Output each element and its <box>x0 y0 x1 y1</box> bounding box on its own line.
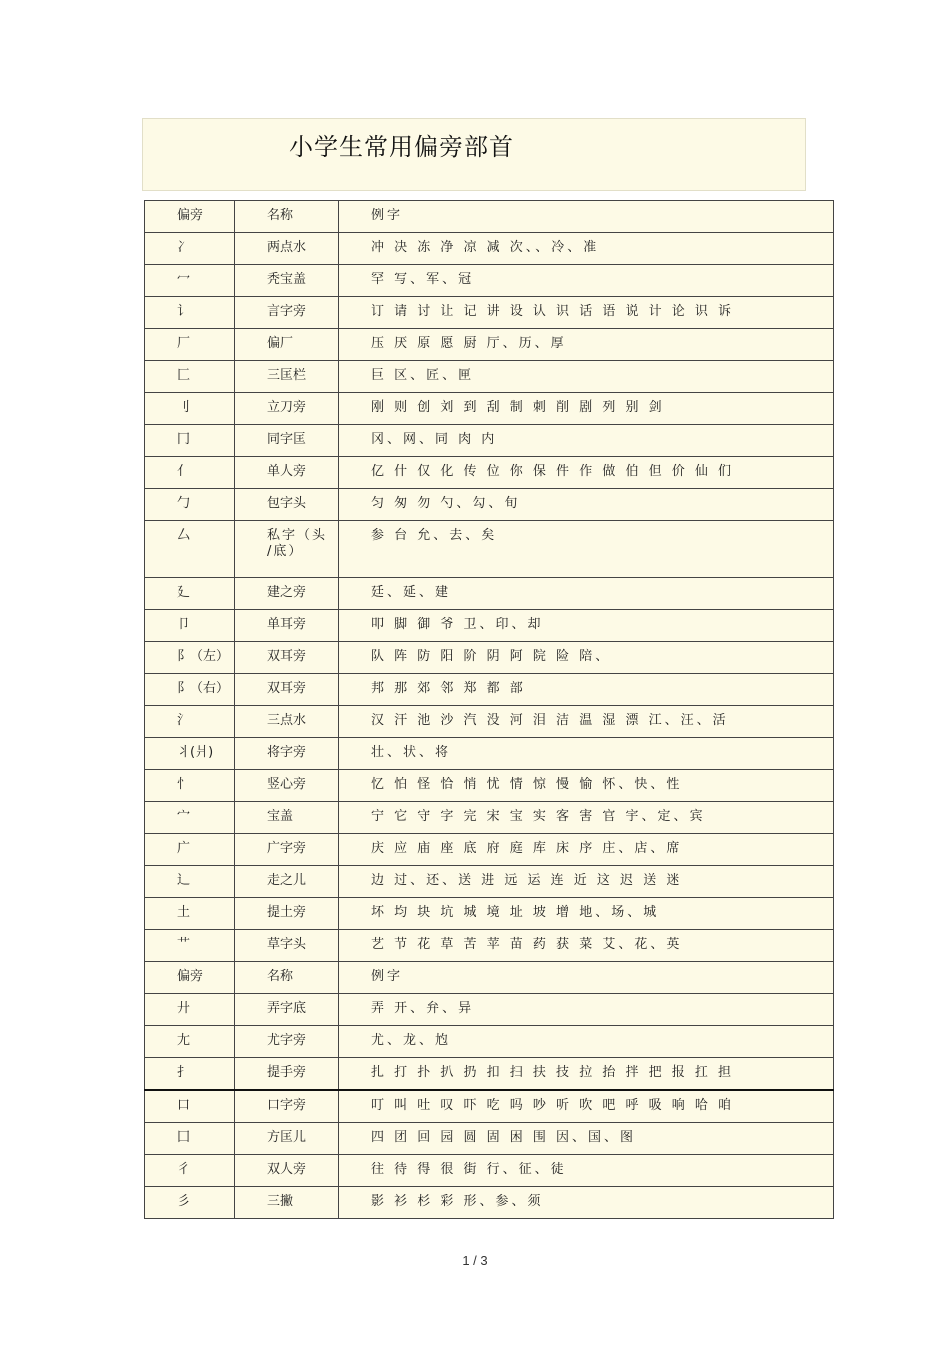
radical-cell: 囗 <box>145 1123 235 1155</box>
name-cell: 单耳旁 <box>235 610 339 642</box>
name-cell: 两点水 <box>235 233 339 265</box>
table-row <box>145 1187 834 1219</box>
radical-cell: 刂 <box>145 393 235 425</box>
radical-cell: 土 <box>145 898 235 930</box>
name-cell: 弄字底 <box>235 994 339 1026</box>
title-banner <box>142 118 806 191</box>
name-cell: 三撇 <box>235 1187 339 1219</box>
table-row <box>145 1155 834 1187</box>
table-row <box>145 425 834 457</box>
radical-cell: 口 <box>145 1090 235 1123</box>
name-cell: 方匡儿 <box>235 1123 339 1155</box>
name-cell: 名称 <box>235 201 339 233</box>
table-row <box>145 610 834 642</box>
radical-cell: 偏旁 <box>145 962 235 994</box>
radical-cell: 廾 <box>145 994 235 1026</box>
name-cell: 偏厂 <box>235 329 339 361</box>
name-cell: 双耳旁 <box>235 674 339 706</box>
name-cell: 提土旁 <box>235 898 339 930</box>
examples-cell: 壮、状、将 <box>339 738 834 770</box>
table-row <box>145 1026 834 1058</box>
radical-cell: 勹 <box>145 489 235 521</box>
examples-cell: 匀 匆 勿 勺、勾、旬 <box>339 489 834 521</box>
examples-cell: 四 团 回 园 圆 固 困 围 因、国、图 <box>339 1123 834 1155</box>
name-cell: 言字旁 <box>235 297 339 329</box>
examples-cell: 邦 那 郊 邻 郑 都 部 <box>339 674 834 706</box>
radicals-table <box>144 200 834 1219</box>
examples-cell: 廷、延、建 <box>339 578 834 610</box>
examples-cell: 巨 区、匠、匣 <box>339 361 834 393</box>
table-row <box>145 866 834 898</box>
table-row <box>145 1090 834 1123</box>
table-row <box>145 930 834 962</box>
name-cell: 立刀旁 <box>235 393 339 425</box>
examples-cell: 例字 <box>339 201 834 233</box>
radical-cell: 尢 <box>145 1026 235 1058</box>
name-cell: 尤字旁 <box>235 1026 339 1058</box>
table-row <box>145 962 834 994</box>
table-row <box>145 489 834 521</box>
examples-cell: 压 厌 原 愿 厨 厅、历、厚 <box>339 329 834 361</box>
name-cell: 单人旁 <box>235 457 339 489</box>
table-row <box>145 361 834 393</box>
examples-cell: 艺 节 花 草 苦 苹 苗 药 获 菜 艾、花、英 <box>339 930 834 962</box>
table-row <box>145 642 834 674</box>
radical-cell: 阝（右） <box>145 674 235 706</box>
examples-cell: 订 请 讨 让 记 讲 设 认 识 话 语 说 计 论 识 诉 <box>339 297 834 329</box>
table-row <box>145 265 834 297</box>
radical-cell: 冂 <box>145 425 235 457</box>
examples-cell: 亿 什 仅 化 传 位 你 保 件 作 做 伯 但 价 仙 们 <box>339 457 834 489</box>
radical-cell: 偏旁 <box>145 201 235 233</box>
table-row <box>145 521 834 578</box>
examples-cell: 参 台 允、去、矣 <box>339 521 834 578</box>
radical-cell: 冫 <box>145 233 235 265</box>
examples-cell: 影 衫 杉 彩 形、参、须 <box>339 1187 834 1219</box>
page-title: 小学生常用偏旁部首 <box>289 133 514 161</box>
examples-cell: 例字 <box>339 962 834 994</box>
table-row <box>145 706 834 738</box>
radical-cell: 宀 <box>145 802 235 834</box>
radical-cell: 卩 <box>145 610 235 642</box>
name-cell: 宝盖 <box>235 802 339 834</box>
table-row <box>145 201 834 233</box>
examples-cell: 往 待 得 很 街 行、征、徒 <box>339 1155 834 1187</box>
radical-cell: 广 <box>145 834 235 866</box>
table-row <box>145 994 834 1026</box>
table-row <box>145 1058 834 1091</box>
name-cell: 广字旁 <box>235 834 339 866</box>
examples-cell: 汉 汗 池 沙 汽 没 河 泪 洁 温 湿 漂 江、汪、活 <box>339 706 834 738</box>
radical-cell: 扌 <box>145 1058 235 1091</box>
examples-cell: 扎 打 扑 扒 扔 扣 扫 扶 技 拉 抬 拌 把 报 扛 担 <box>339 1058 834 1091</box>
radical-cell: 厶 <box>145 521 235 578</box>
table-row <box>145 738 834 770</box>
name-cell: 竖心旁 <box>235 770 339 802</box>
page-number: 1 / 3 <box>462 1253 488 1268</box>
radical-cell: 匚 <box>145 361 235 393</box>
name-cell: 同字匡 <box>235 425 339 457</box>
name-cell: 三匡栏 <box>235 361 339 393</box>
table-row <box>145 770 834 802</box>
table-row <box>145 674 834 706</box>
table-row <box>145 578 834 610</box>
examples-cell: 弄 开、弁、异 <box>339 994 834 1026</box>
name-cell: 双人旁 <box>235 1155 339 1187</box>
radical-cell: 辶 <box>145 866 235 898</box>
examples-cell: 罕 写、军、冠 <box>339 265 834 297</box>
examples-cell: 宁 它 守 字 完 宋 宝 实 客 害 官 宇、定、宾 <box>339 802 834 834</box>
radical-cell: 氵 <box>145 706 235 738</box>
name-cell: 私字（头 /底） <box>235 521 339 578</box>
radical-cell: 亻 <box>145 457 235 489</box>
examples-cell: 冲 决 冻 净 凉 减 次、、冷、准 <box>339 233 834 265</box>
name-cell: 包字头 <box>235 489 339 521</box>
radical-cell: 讠 <box>145 297 235 329</box>
name-cell: 建之旁 <box>235 578 339 610</box>
table-row <box>145 233 834 265</box>
radical-cell: 阝（左） <box>145 642 235 674</box>
table-row <box>145 329 834 361</box>
radical-cell: 丬(爿) <box>145 738 235 770</box>
radical-cell: 忄 <box>145 770 235 802</box>
table-row <box>145 898 834 930</box>
examples-cell: 叮 叫 吐 叹 吓 吃 吗 吵 听 吹 吧 呼 吸 响 哈 咱 <box>339 1090 834 1123</box>
name-cell: 草字头 <box>235 930 339 962</box>
examples-cell: 队 阵 防 阳 阶 阴 阿 院 险 陪、 <box>339 642 834 674</box>
table-row <box>145 393 834 425</box>
examples-cell: 坏 均 块 坑 城 境 址 坡 增 地、场、城 <box>339 898 834 930</box>
examples-cell: 刚 则 创 刘 到 刮 制 刺 削 剧 列 别 剑 <box>339 393 834 425</box>
radical-cell: 廴 <box>145 578 235 610</box>
name-cell: 将字旁 <box>235 738 339 770</box>
table-row <box>145 1123 834 1155</box>
radical-cell: 彡 <box>145 1187 235 1219</box>
table-row <box>145 834 834 866</box>
examples-cell: 边 过、还、送 进 远 运 连 近 这 迟 送 迷 <box>339 866 834 898</box>
examples-cell: 忆 怕 怪 恰 悄 忧 情 惊 慢 愉 怀、快、性 <box>339 770 834 802</box>
name-cell: 双耳旁 <box>235 642 339 674</box>
name-cell: 提手旁 <box>235 1058 339 1091</box>
table-row <box>145 457 834 489</box>
name-cell: 三点水 <box>235 706 339 738</box>
radicals-table-body <box>145 201 834 1219</box>
examples-cell: 叩 脚 御 爷 卫、印、却 <box>339 610 834 642</box>
radical-cell: 厂 <box>145 329 235 361</box>
name-cell: 口字旁 <box>235 1090 339 1123</box>
radical-cell: 彳 <box>145 1155 235 1187</box>
table-row <box>145 297 834 329</box>
examples-cell: 庆 应 庙 座 底 府 庭 库 床 序 庄、店、席 <box>339 834 834 866</box>
name-cell: 秃宝盖 <box>235 265 339 297</box>
radical-cell: 艹 <box>145 930 235 962</box>
examples-cell: 尤、龙、尥 <box>339 1026 834 1058</box>
name-cell: 走之儿 <box>235 866 339 898</box>
table-row <box>145 802 834 834</box>
examples-cell: 冈、网、同 肉 内 <box>339 425 834 457</box>
name-cell: 名称 <box>235 962 339 994</box>
radical-cell: 冖 <box>145 265 235 297</box>
